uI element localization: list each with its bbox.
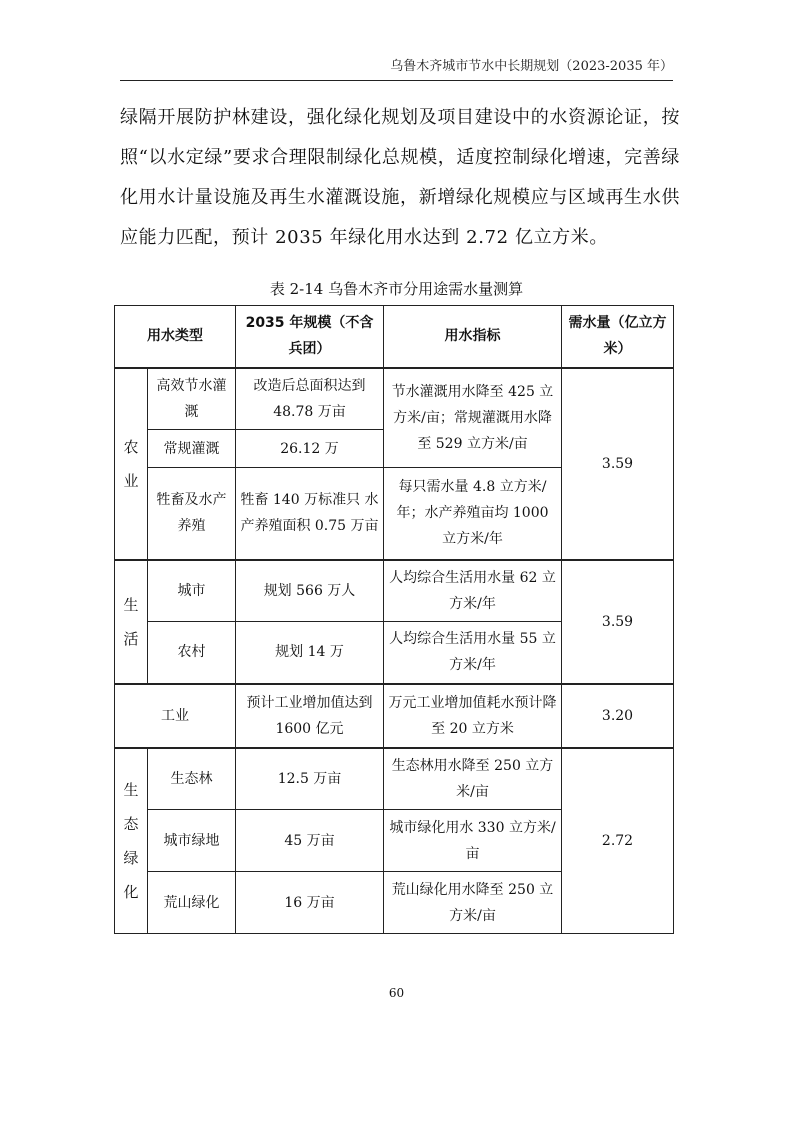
category-ecology [115, 748, 148, 934]
category-label: 生活 [123, 595, 139, 648]
scale-cell: 45 万亩 [236, 810, 384, 872]
demand-cell: 3.59 [562, 560, 674, 684]
subtype-cell: 城市绿地 [148, 810, 236, 872]
header-scale: 2035 年规模（不含兵团） [236, 306, 384, 368]
scale-cell: 16 万亩 [236, 872, 384, 934]
running-header: 乌鲁木齐城市节水中长期规划（2023-2035 年） [390, 59, 673, 74]
header-demand: 需水量（亿立方米） [562, 306, 674, 368]
subtype-cell: 荒山绿化 [148, 872, 236, 934]
category-agriculture [115, 368, 148, 560]
scale-cell: 26.12 万 [236, 430, 384, 468]
scale-cell: 牲畜 140 万标准只 水产养殖面积 0.75 万亩 [236, 468, 384, 560]
subtype-cell: 常规灌溉 [148, 430, 236, 468]
subtype-cell: 牲畜及水产养殖 [148, 468, 236, 560]
header-indicator: 用水指标 [384, 306, 562, 368]
demand-cell: 2.72 [562, 748, 674, 934]
indicator-cell: 城市绿化用水 330 立方米/亩 [384, 810, 562, 872]
category-label: 生态绿化 [123, 780, 139, 901]
indicator-cell: 荒山绿化用水降至 250 立方米/亩 [384, 872, 562, 934]
demand-cell: 3.20 [562, 684, 674, 748]
indicator-cell: 节水灌溉用水降至 425 立方米/亩；常规灌溉用水降至 529 立方米/亩 [384, 368, 562, 468]
subtype-cell: 生态林 [148, 748, 236, 810]
scale-cell: 规划 14 万 [236, 622, 384, 684]
indicator-cell: 生态林用水降至 250 立方米/亩 [384, 748, 562, 810]
header-rule [120, 80, 673, 81]
body-paragraph: 绿隔开展防护林建设，强化绿化规划及项目建设中的水资源论证，按照“以水定绿”要求合理限制绿化总规模，适度控制绿化增速，完善绿化用水计量设施及再生水灌溉设施，新增绿化规模应与区域再生水供应能力匹配，预计 2035 年绿化用水达到 2.72 亿立方米。 [120, 107, 680, 248]
scale-cell: 改造后总面积达到 48.78 万亩 [236, 368, 384, 430]
category-label: 农业 [123, 437, 139, 490]
water-demand-table [114, 305, 674, 934]
page-number: 60 [388, 986, 405, 1000]
indicator-cell: 人均综合生活用水量 62 立方米/年 [384, 560, 562, 622]
demand-cell: 3.59 [562, 368, 674, 560]
table-caption: 表 2-14 乌鲁木齐市分用途需水量测算 [269, 280, 524, 298]
category-industry: 工业 [115, 684, 236, 748]
header-type: 用水类型 [115, 306, 236, 368]
category-living [115, 560, 148, 684]
indicator-cell: 万元工业增加值耗水预计降至 20 立方米 [384, 684, 562, 748]
indicator-cell: 人均综合生活用水量 55 立方米/年 [384, 622, 562, 684]
scale-cell: 规划 566 万人 [236, 560, 384, 622]
subtype-cell: 城市 [148, 560, 236, 622]
subtype-cell: 高效节水灌溉 [148, 368, 236, 430]
subtype-cell: 农村 [148, 622, 236, 684]
scale-cell: 12.5 万亩 [236, 748, 384, 810]
scale-cell: 预计工业增加值达到 1600 亿元 [236, 684, 384, 748]
indicator-cell: 每只需水量 4.8 立方米/年；水产养殖亩均 1000 立方米/年 [384, 468, 562, 560]
